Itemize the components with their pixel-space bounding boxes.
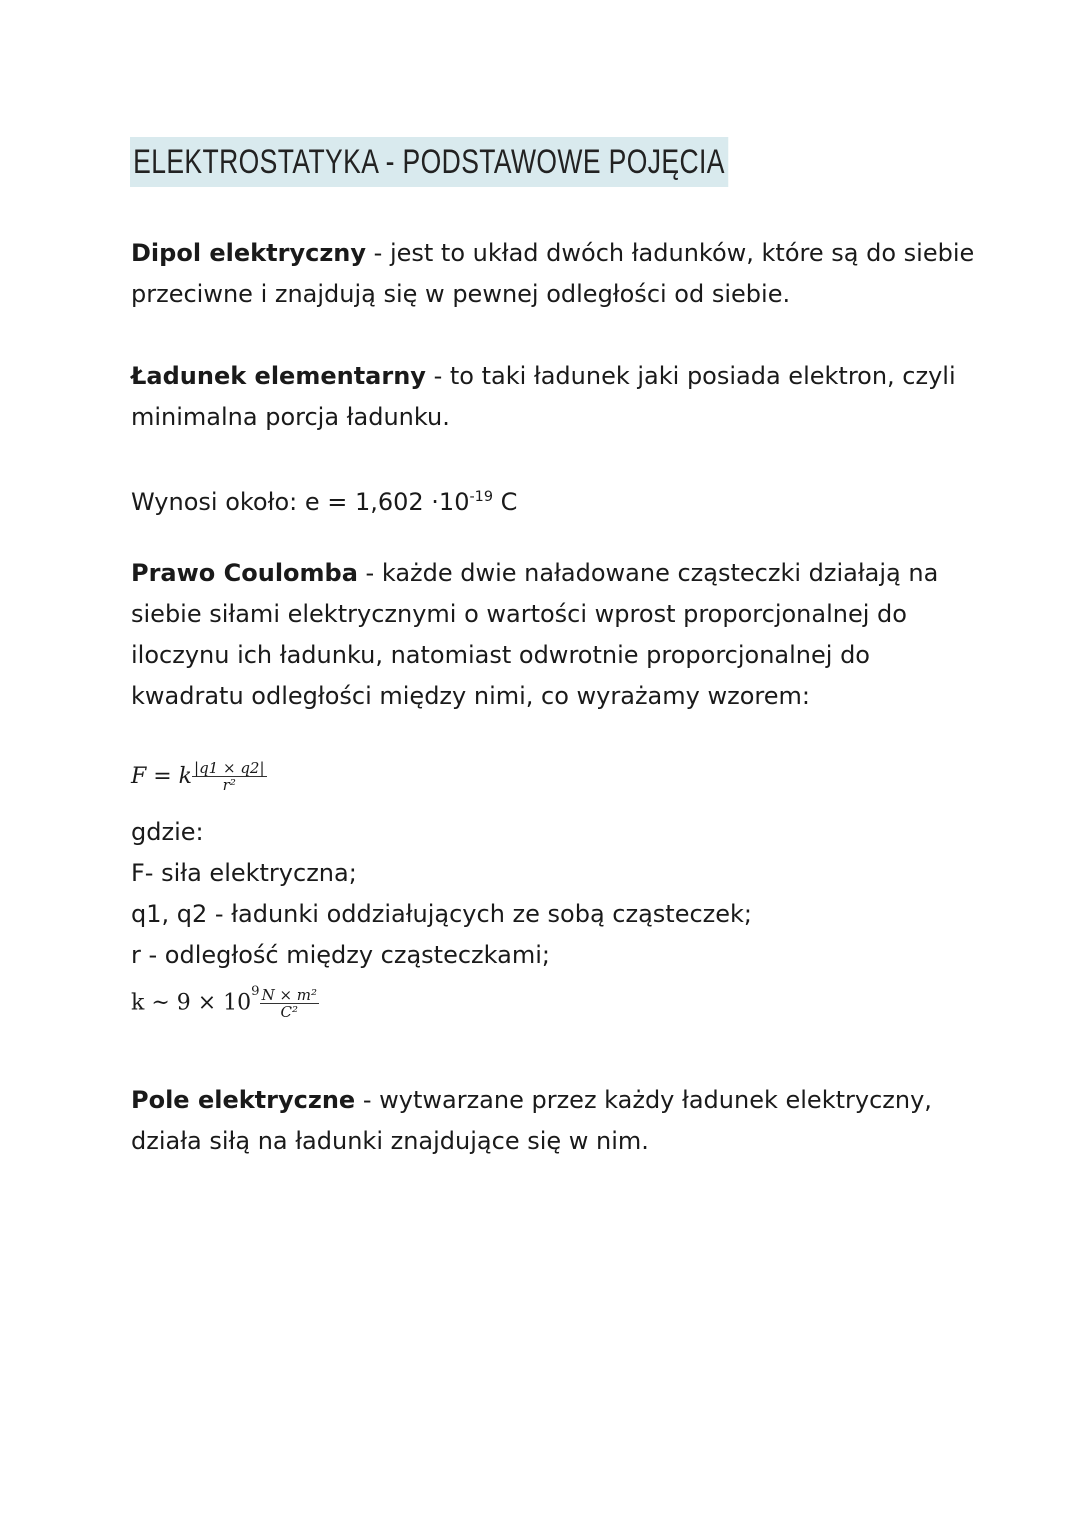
coulomb-line2: siebie siłami elektrycznymi o wartości wprost proporcjonalnej do xyxy=(131,600,907,628)
ladunek-line1: - to taki ładunek jaki posiada elektron, czyli xyxy=(425,362,956,390)
formula-denominator: r² xyxy=(222,776,236,794)
k-numerator: N × m² xyxy=(261,985,318,1004)
wynosi-prefix: Wynosi około: e = 1,602 ·10 xyxy=(131,488,470,516)
coulomb-line3: iloczynu ich ładunku, natomiast odwrotnie proporcjonalnej do xyxy=(131,641,870,669)
formula-lhs: F = k xyxy=(131,764,193,789)
dipol-line2: przeciwne i znajdują się w pewnej odległości od siebie. xyxy=(131,280,791,308)
ladunek-term: Ładunek elementarny xyxy=(131,362,426,390)
pole-line2: działa siłą na ładunki znajdujące się w nim. xyxy=(131,1127,649,1155)
k-exponent: 9 xyxy=(251,984,260,999)
coulomb-paragraph xyxy=(131,553,951,717)
coulomb-term: Prawo Coulomba xyxy=(131,559,358,587)
dipol-term: Dipol elektryczny xyxy=(131,239,367,267)
def-f: F- siła elektryczna; xyxy=(131,859,357,887)
definitions-list xyxy=(131,812,752,976)
ladunek-paragraph xyxy=(131,356,956,438)
pole-line1: - wytwarzane przez każdy ładunek elektryczny, xyxy=(355,1086,932,1114)
def-q: q1, q2 - ładunki oddziałujących ze sobą cząsteczek; xyxy=(131,900,752,928)
pole-paragraph xyxy=(131,1080,951,1162)
pole-term: Pole elektryczne xyxy=(131,1086,356,1114)
wynosi-unit: C xyxy=(493,488,518,516)
def-r: r - odległość między cząsteczkami; xyxy=(131,941,550,969)
formula-fraction xyxy=(192,760,267,793)
dipol-line1: - jest to układ dwóch ładunków, które są do siebie xyxy=(366,239,975,267)
wynosi-line xyxy=(131,477,951,523)
k-denominator: C² xyxy=(280,1002,299,1021)
coulomb-formula xyxy=(131,760,267,793)
dipol-paragraph xyxy=(131,233,975,315)
page-title: ELEKTROSTATYKA - PODSTAWOWE POJĘCIA xyxy=(130,137,728,187)
coulomb-line4: kwadratu odległości między nimi, co wyrażamy wzorem: xyxy=(131,682,810,710)
k-prefix: k ~ 9 × 10 xyxy=(131,990,252,1016)
formula-numerator: |q1 × q2| xyxy=(194,759,265,777)
coulomb-line1: - każde dwie naładowane cząsteczki działają na xyxy=(357,559,939,587)
wynosi-exponent: -19 xyxy=(469,489,493,505)
def-gdzie: gdzie: xyxy=(131,818,204,846)
k-fraction xyxy=(260,987,319,1020)
ladunek-line2: minimalna porcja ładunku. xyxy=(131,403,450,431)
k-constant xyxy=(131,984,319,1020)
